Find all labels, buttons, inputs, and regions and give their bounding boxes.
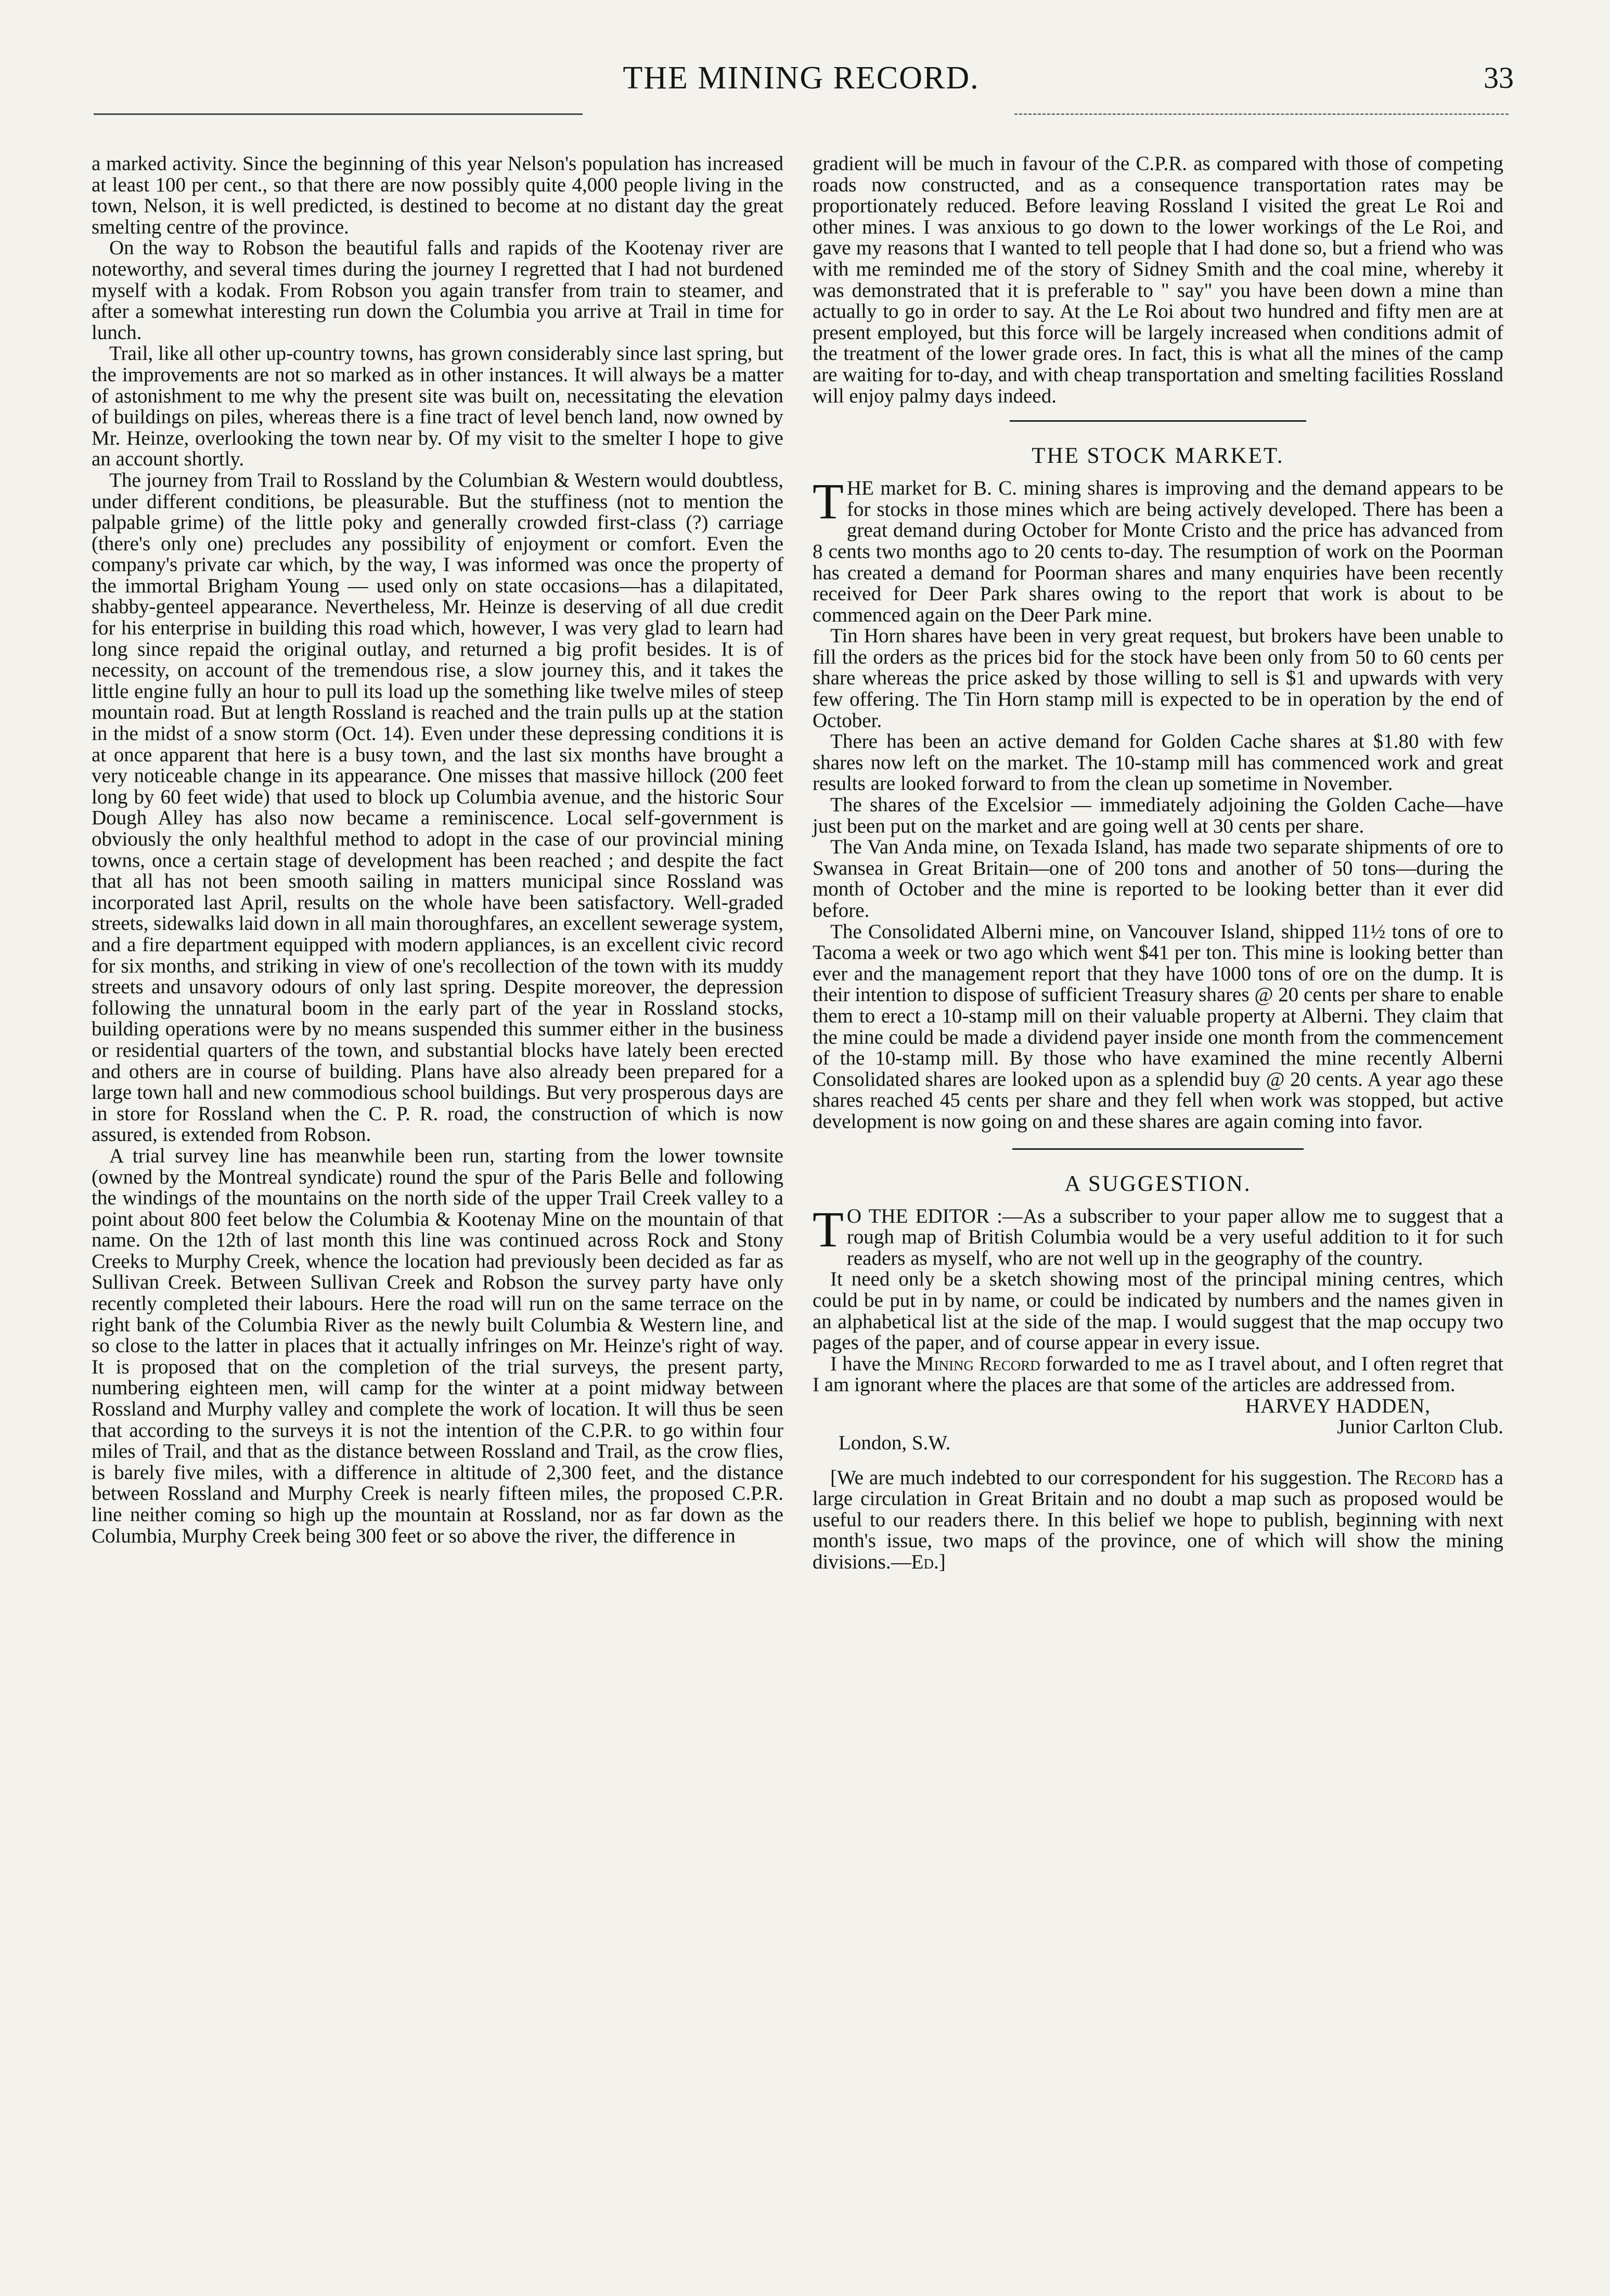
- suggestion-paragraph: I have the Mining Record forwarded to me as I travel about, and I often regret that I am ignorant where the places are that some of the articles are addressed from.: [813, 1352, 1503, 1396]
- section-divider: [1010, 420, 1306, 422]
- drop-cap: T: [813, 1201, 844, 1258]
- stock-market-paragraph: The Van Anda mine, on Texada Island, has made two separate shipments of ore to Swansea in Great Britain—one of 200 tons and another of 50 tons—during the month of October and the mine is reported to be looking better than it ever did before.: [813, 836, 1503, 922]
- section-divider: [1012, 1148, 1304, 1150]
- left-column: [92, 153, 783, 1547]
- article-paragraph: a marked activity. Since the beginning of this year Nelson's population has increased at least 100 per cent., so that there are now possibly quite 4,000 people living in the town, Nelson, it is well predicted, is destined to become at no distant day the great smelting centre of the province.: [92, 152, 783, 238]
- article-paragraph: The journey from Trail to Rossland by the Columbian & Western would doubtless, under different conditions, be pleasurable. But the stuffiness (not to mention the palpable grime) of the little poky and generally crowded first-class (?) carriage (there's only one) precludes any possibility of enjoyment or comfort. Even the company's private car which, by the way, I was informed was once the property of the immortal Brigham Young — used only on state occasions—has a dilapitated, shabby-genteel appearance. Nevertheless, Mr. Heinze is deserving of all due credit for his enterprise in building this road which, however, I was very glad to learn had long since repaid the original outlay, and returned a big profit besides. It is of necessity, on account of the tremendous rise, a slow journey this, and it takes the little engine fully an hour to pull its load up the something like twelve miles of steep mountain road. But at length Rossland is reached and the train pulls up at the station in the midst of a snow storm (Oct. 14). Even under these depressing conditions it is at once apparent that here is a busy town, and the last six months have brought a very noticeable change in its appearance. One misses that massive hillock (200 feet long by 60 feet wide) that used to block up Columbia avenue, and the historic Sour Dough Alley has also now became a reminiscence. Local self-government is obviously the only healthful method to adopt in the case of our provincial mining towns, once a certain stage of development has been reached ; and despite the fact that all has not been smooth sailing in matters municipal since Rossland was incorporated last April, results on the whole have been satisfactory. Well-graded streets, sidewalks laid down in all main thoroughfares, an excellent sewerage system, and a fire department equipped with modern appliances, is an excellent civic record for six months, and striking in view of one's recollection of the town with its muddy streets and unsavory odours of only last spring. Despite moreover, the depression following the unnatural boom in the early part of the year in Rossland stocks, building operations were by no means suspended this summer either in the business or residential quarters of the town, and substantial blocks have lately been erected and others are in course of building. Plans have also already been prepared for a large town hall and new commodious school buildings. But very prosperous days are in store for Rossland when the C. P. R. road, the construction of which is now assured, is extended from Robson.: [92, 469, 783, 1146]
- stock-market-first-paragraph: THE market for B. C. mining shares is improving and the demand appears to be for stocks in those mines which are being actively developed. There has been a great demand during October for Monte Cristo and the price has advanced from 8 cents two months ago to 20 cents to-day. The resumption of work on the Poorman has created a demand for Poorman shares and many enquiries have been recently received for Deer Park shares owing to the report that work is about to be commenced again on the Deer Park mine.: [813, 474, 1503, 626]
- article-continuation: gradient will be much in favour of the C.P.R. as compared with those of competing roads now constructed, and as a consequence transportation rates may be proportionately reduced. Before leaving Rossland I visited the great Le Roi and other mines. I was anxious to go down to the lower workings of the Le Roi, and gave my reasons that I wanted to tell people that I had done so, but a friend who was with me reminded me of the story of Sidney Smith and the coal mine, whereby it was demonstrated that it is preferable to " say" you have been down a mine than actually to go in order to say. At the Le Roi about two hundred and fifty men are at present employed, but this force will be largely increased when conditions admit of the treatment of the lower grade ores. In fact, this is what all the mines of the camp are waiting for to-day, and with cheap transportation and smelting facilities Rossland will enjoy palmy days indeed.: [813, 152, 1503, 407]
- header-rule-left: [94, 113, 583, 115]
- stock-market-paragraph: The Consolidated Alberni mine, on Vancouver Island, shipped 11½ tons of ore to Tacoma a week or two ago which went $41 per ton. This mine is looking better than ever and the management report that they have 1000 tons of ore on the dump. It is their intention to dispose of sufficient Treasury shares @ 20 cents per share to enable them to erect a 10-stamp mill on their valuable property at Alberni. They claim that the mine could be made a dividend payer inside one month from the commencement of the 10-stamp mill. By those who have examined the mine recently Alberni Consolidated shares are looked upon as a splendid buy @ 20 cents. A year ago these shares reached 45 cents per share and they fell when work was stopped, but active development is now going on and these shares are again coming into favor.: [813, 920, 1503, 1133]
- journal-name-smallcaps: Mining Record: [916, 1352, 1040, 1375]
- stock-market-paragraph: Tin Horn shares have been in very great request, but brokers have been unable to fill the orders as the prices bid for the stock have been only from 50 to 60 cents per share whereas the price asked by those willing to sell is $1 and upwards with very few offering. The Tin Horn stamp mill is expected to be in operation by the end of October.: [813, 625, 1503, 732]
- header-rule-right: [1014, 113, 1509, 115]
- signature-name: HARVEY HADDEN,: [1245, 1394, 1431, 1417]
- stock-market-heading: THE STOCK MARKET.: [1032, 444, 1284, 469]
- suggestion-first-paragraph: T O THE EDITOR :—As a subscriber to your paper allow me to suggest that a rough map of British Columbia would be a very useful addition to it for such readers as myself, who are not well up in the geography of the country.: [813, 1201, 1503, 1269]
- article-paragraph: On the way to Robson the beautiful falls and rapids of the Kootenay river are noteworthy, and several times during the journey I regretted that I had not burdened myself with a kodak. From Robson you again transfer from train to steamer, and after a somewhat interesting run down the Columbia you arrive at Trail in time for lunch.: [92, 237, 783, 344]
- editor-note: [We are much indebted to our correspondent for his suggestion. The Record has a large circulation in Great Britain and no doubt a map such as proposed would be useful to our readers there. In this belief we hope to publish, beginning with next month's issue, two maps of the province, one of which will show the mining divisions.—Ed.]: [813, 1466, 1503, 1574]
- suggestion-heading: A SUGGESTION.: [1064, 1171, 1252, 1196]
- article-paragraph: A trial survey line has meanwhile been run, starting from the lower townsite (owned by the Montreal syndicate) round the spur of the Paris Belle and following the windings of the mountains on the north side of the upper Trail Creek valley to a point about 800 feet below the Columbia & Kootenay Mine on the mountain of that name. On the 12th of last month this line was continued across Rock and Stony Creeks to Murphy Creek, whence the location had previously been decided as far as Sullivan Creek. Between Sullivan Creek and Robson the survey party have only recently completed their labours. Here the road will run on the same terrace on the right bank of the Columbia River as the newly built Columbia & Western line, and so close to the latter in places that it actually infringes on Mr. Heinze's right of way. It is proposed that on the completion of the trial surveys, the present party, numbering eighteen men, will camp for the winter at a point midway between Rossland and Murphy valley and complete the work of location. It will thus be seen that according to the surveys it is not the intention of the C.P.R. to go within four miles of Trail, and that as the distance between Rossland and Trail, as the crow flies, is barely five miles, with a difference in altitude of 2,300 feet, and the distance between Rossland and Murphy Creek is nearly fifteen miles, the proposed C.P.R. line neither coming so high up the mountain at Rossland, nor as far down as the Columbia, Murphy Creek being 300 feet or so above the river, the difference in: [92, 1144, 783, 1547]
- stock-market-paragraph: There has been an active demand for Golden Cache shares at $1.80 with few shares now left on the market. The 10-stamp mill has commenced work and great results are looked forward to from the clean up sometime in November.: [813, 730, 1503, 795]
- journal-name-smallcaps: Record: [1395, 1466, 1456, 1489]
- page-header: [88, 57, 1514, 114]
- signature-club: Junior Carlton Club.: [1337, 1416, 1503, 1438]
- drop-cap: T: [813, 474, 844, 530]
- editor-signoff: Ed.: [911, 1551, 939, 1574]
- journal-title: THE MINING RECORD.: [623, 60, 980, 96]
- article-paragraph: Trail, like all other up-country towns, has grown considerably since last spring, but the improvements are not so marked as in other instances. It will always be a matter of astonishment to me why the present site was built on, necessitating the elevation of buildings on piles, whereas there is a fine tract of level bench land, now owned by Mr. Heinze, overlooking the town near by. Of my visit to the smelter I hope to give an account shortly.: [92, 342, 783, 471]
- stock-market-paragraph: The shares of the Excelsior — immediately adjoining the Golden Cache—have just been put on the market and are going well at 30 cents per share.: [813, 794, 1503, 837]
- page-number: 33: [1484, 61, 1514, 95]
- signature-place: London, S.W.: [839, 1432, 951, 1455]
- right-column: [813, 153, 1503, 1573]
- suggestion-paragraph: It need only be a sketch showing most of the principal mining centres, which could be put in by name, or could be indicated by numbers and the names given in an alphabetical list at the side of the map. I would suggest that the map occupy two pages of the paper, and of course appear in every issue.: [813, 1268, 1503, 1354]
